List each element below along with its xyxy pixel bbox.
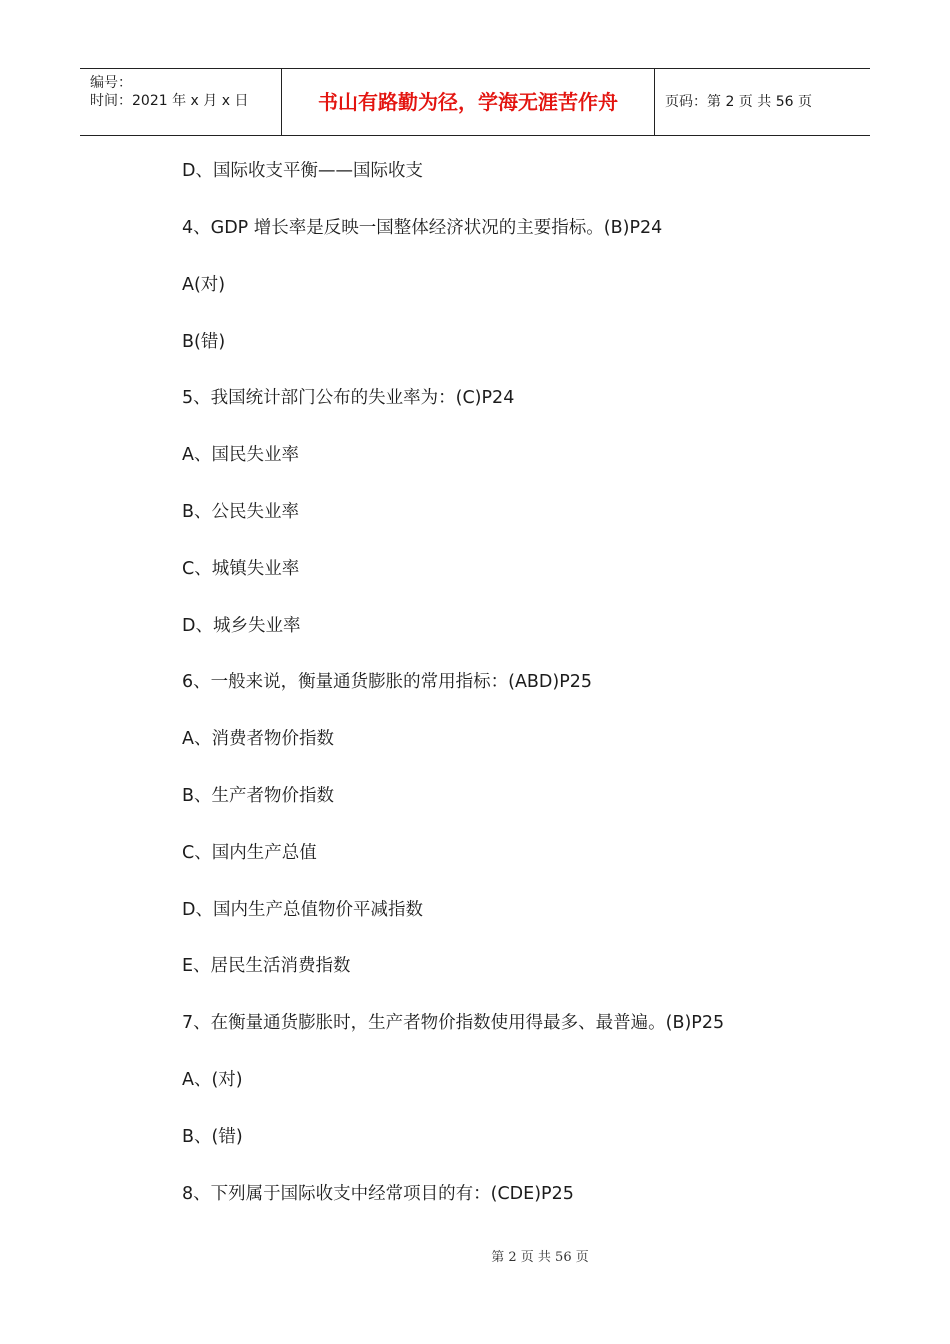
question-line: 4、GDP 增长率是反映一国整体经济状况的主要指标。(B)P24 [182, 218, 663, 238]
option-line: B、(错) [182, 1127, 243, 1147]
text-line: D、国际收支平衡——国际收支 [182, 161, 423, 181]
document-date-label: 时间：2021 年 x 月 x 日 [90, 93, 249, 109]
option-line: A、消费者物价指数 [182, 729, 334, 749]
question-line: 8、下列属于国际收支中经常项目的有：(CDE)P25 [182, 1184, 574, 1204]
option-line: D、城乡失业率 [182, 616, 301, 636]
header-page-info: 页码：第 2 页 共 56 页 [665, 94, 812, 110]
option-line: E、居民生活消费指数 [182, 956, 351, 976]
option-line: A(对) [182, 275, 226, 295]
option-line: C、城镇失业率 [182, 559, 300, 579]
option-line: A、(对) [182, 1070, 243, 1090]
page-header [80, 68, 870, 136]
question-line: 6、一般来说，衡量通货膨胀的常用指标：(ABD)P25 [182, 672, 593, 692]
option-line: B(错) [182, 332, 226, 352]
header-motto: 书山有路勤为径，学海无涯苦作舟 [282, 69, 655, 135]
question-line: 7、在衡量通货膨胀时，生产者物价指数使用得最多、最普遍。(B)P25 [182, 1013, 725, 1033]
page-footer: 第 2 页 共 56 页 [491, 1250, 589, 1265]
option-line: D、国内生产总值物价平减指数 [182, 900, 423, 920]
option-line: A、国民失业率 [182, 445, 299, 465]
option-line: C、国内生产总值 [182, 843, 317, 863]
option-line: B、公民失业率 [182, 502, 300, 522]
document-number-label: 编号： [90, 75, 132, 91]
header-meta [80, 69, 282, 135]
option-line: B、生产者物价指数 [182, 786, 335, 806]
question-line: 5、我国统计部门公布的失业率为：(C)P24 [182, 388, 515, 408]
